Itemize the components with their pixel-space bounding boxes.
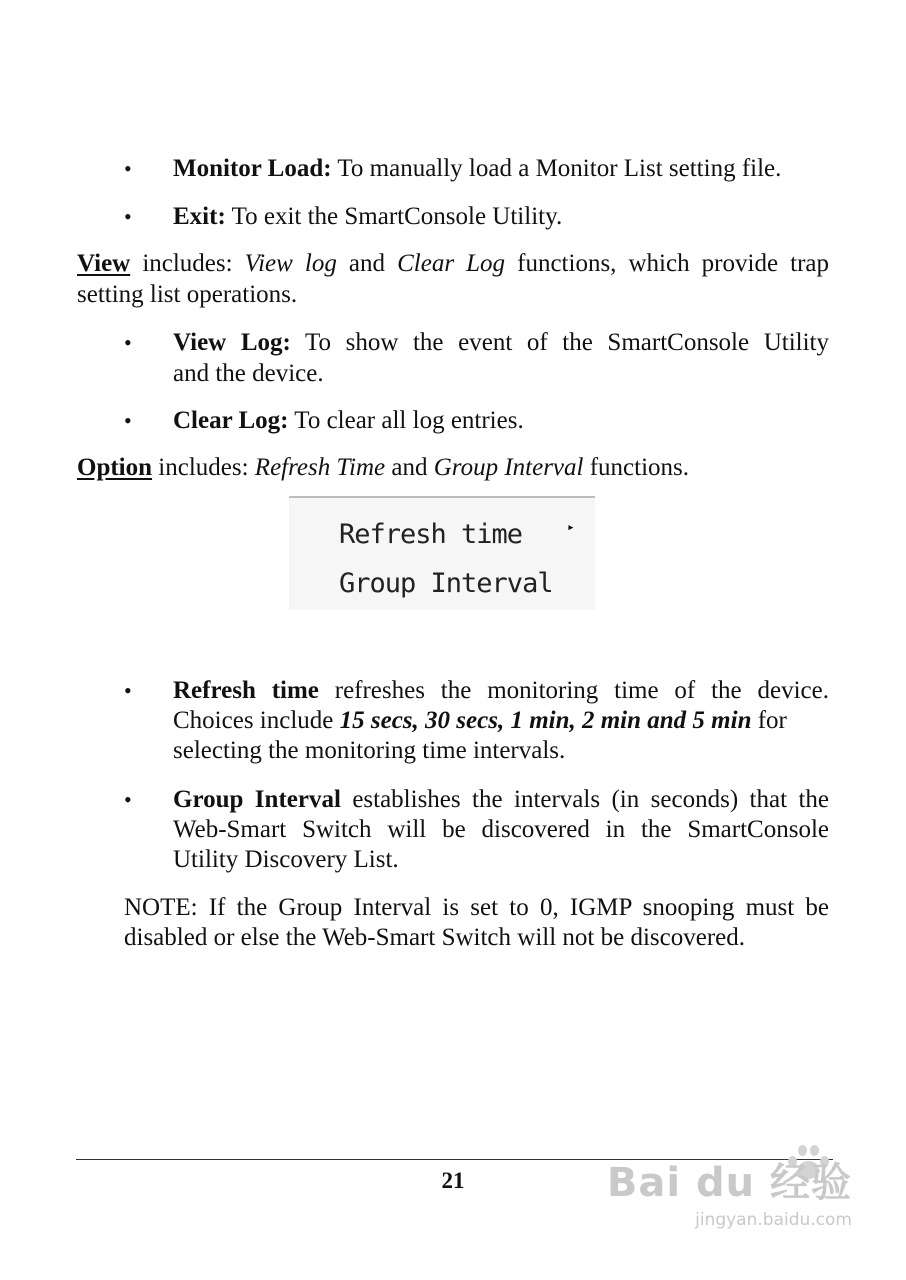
note-line-1: NOTE: If the Group Interval is set to 0, IGMP snooping must be (124, 894, 829, 921)
view-intro-line-1: View includes: View log and Clear Log functions, which provide trap (77, 250, 830, 277)
note-line-2: disabled or else the Web-Smart Switch will not be discovered. (124, 924, 745, 951)
group-interval-line-2: Web-Smart Switch will be discovered in the SmartConsole (173, 816, 829, 843)
menu-item-group-interval[interactable]: Group Interval (339, 568, 553, 599)
option-menu-screenshot (289, 496, 595, 610)
view-heading: View (77, 250, 131, 277)
view-log-item: View Log: To show the event of the SmartConsole Utility (173, 329, 829, 356)
clear-log-item: Clear Log: To clear all log entries. (173, 407, 524, 434)
page-number: 21 (441, 1168, 465, 1193)
menu-item-refresh-time[interactable]: Refresh time (339, 519, 523, 550)
bullet-icon: • (124, 330, 132, 355)
bullet-icon: • (124, 787, 132, 812)
refresh-time-item: Refresh time refreshes the monitoring time of the device. (173, 677, 829, 704)
group-interval-line-3: Utility Discovery List. (173, 846, 399, 873)
bullet-icon: • (124, 204, 132, 229)
baidu-jingyan-watermark: Bai du 经验 jingyan.baidu.com (606, 1160, 852, 1230)
bullet-icon: • (124, 156, 132, 181)
bullet-icon: • (124, 408, 132, 433)
option-intro: Option includes: Refresh Time and Group Interval functions. (77, 454, 690, 481)
view-log-item-line-2: and the device. (173, 360, 324, 387)
submenu-arrow-icon: ▸ (567, 520, 575, 535)
bullet-icon: • (124, 678, 132, 703)
option-heading: Option (77, 454, 153, 481)
group-interval-item: Group Interval establishes the intervals (in seconds) that the (173, 786, 829, 813)
monitor-load-item: Monitor Load: To manually load a Monitor List setting file. (173, 155, 782, 182)
refresh-time-line-3: selecting the monitoring time intervals. (173, 737, 566, 764)
refresh-time-choices: Choices include 15 secs, 30 secs, 1 min, 2 min and 5 min for (173, 707, 787, 734)
view-intro-line-2: setting list operations. (77, 281, 298, 308)
exit-item: Exit: To exit the SmartConsole Utility. (173, 203, 563, 230)
